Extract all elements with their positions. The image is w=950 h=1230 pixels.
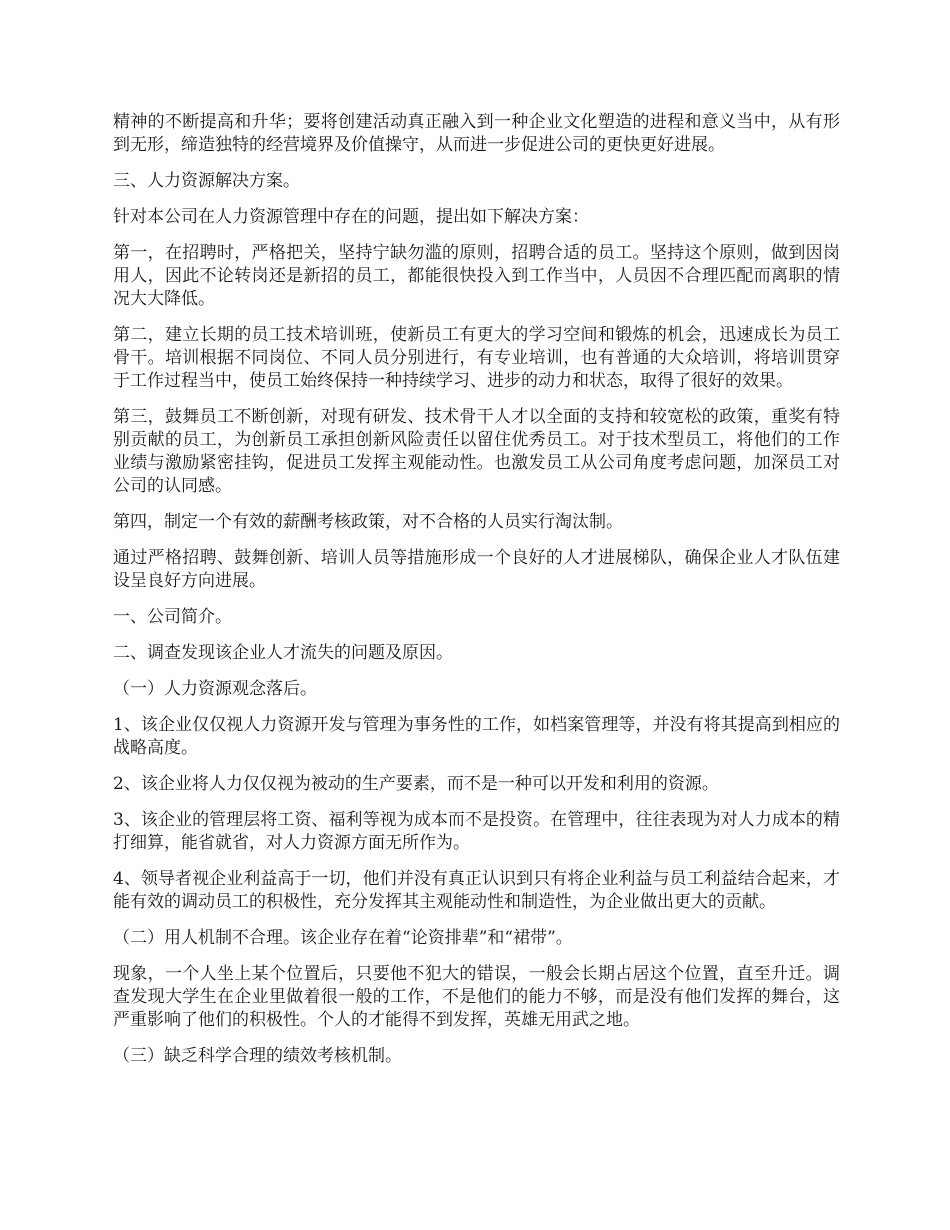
document-body	[113, 111, 840, 1081]
paragraph: 第三，鼓舞员工不断创新，对现有研发、技术骨干人才以全面的支持和较宽松的政策，重奖有特别贡献的员工，为创新员工承担创新风险责任以留住优秀员工。对于技术型员工，将他们的工作业绩与激励紧密挂钩，促进员工发挥主观能动性。也激发员工从公司角度考虑问题，加深员工对公司的认同感。	[113, 407, 840, 496]
section-heading: 三、人力资源解决方案。	[113, 171, 300, 191]
subsection-heading: （一）人力资源观念落后。	[113, 679, 317, 699]
section-heading: 二、调查发现该企业人才流失的问题及原因。	[113, 643, 453, 663]
paragraph: 精神的不断提高和升华；要将创建活动真正融入到一种企业文化塑造的进程和意义当中，从有形到无形，缔造独特的经营境界及价值操守，从而进一步促进公司的更快更好进展。	[113, 112, 840, 155]
list-item: 4、领导者视企业利益高于一切，他们并没有真正认识到只有将企业利益与员工利益结合起来，才能有效的调动员工的积极性，充分发挥其主观能动性和制造性，为企业做出更大的贡献。	[113, 869, 840, 912]
paragraph: 现象，一个人坐上某个位置后，只要他不犯大的错误，一般会长期占居这个位置，直至升迁。调查发现大学生在企业里做着很一般的工作，不是他们的能力不够，而是没有他们发挥的舞台，这严重影响了他们的积极性。个人的才能得不到发挥，英雄无用武之地。	[113, 964, 840, 1030]
list-item: 2、该企业将人力仅仅视为被动的生产要素，而不是一种可以开发和利用的资源。	[113, 774, 719, 794]
list-item: 3、该企业的管理层将工资、福利等视为成本而不是投资。在管理中，往往表现为对人力成本的精打细算，能省就省，对人力资源方面无所作为。	[113, 810, 840, 853]
paragraph: 针对本公司在人力资源管理中存在的问题，提出如下解决方案：	[113, 207, 589, 227]
subsection-heading: （二）用人机制不合理。该企业存在着“论资排辈”和“裙带”。	[113, 928, 573, 948]
list-item: 1、该企业仅仅视人力资源开发与管理为事务性的工作，如档案管理等，并没有将其提高到相应的战略高度。	[113, 715, 840, 758]
subsection-heading: （三）缺乏科学合理的绩效考核机制。	[113, 1046, 402, 1066]
section-heading: 一、公司简介。	[113, 607, 232, 627]
paragraph: 通过严格招聘、鼓舞创新、培训人员等措施形成一个良好的人才进展梯队，确保企业人才队伍建设呈良好方向进展。	[113, 548, 840, 591]
paragraph: 第一，在招聘时，严格把关，坚持宁缺勿滥的原则，招聘合适的员工。坚持这个原则，做到因岗用人，因此不论转岗还是新招的员工，都能很快投入到工作当中，人员因不合理匹配而离职的情况大大降低。	[113, 243, 840, 309]
paragraph: 第四，制定一个有效的薪酬考核政策，对不合格的人员实行淘汰制。	[113, 512, 623, 532]
paragraph: 第二，建立长期的员工技术培训班，使新员工有更大的学习空间和锻炼的机会，迅速成长为员工骨干。培训根据不同岗位、不同人员分别进行，有专业培训，也有普通的大众培训，将培训贯穿于工作过程当中，使员工始终保持一种持续学习、进步的动力和状态，取得了很好的效果。	[113, 325, 840, 391]
